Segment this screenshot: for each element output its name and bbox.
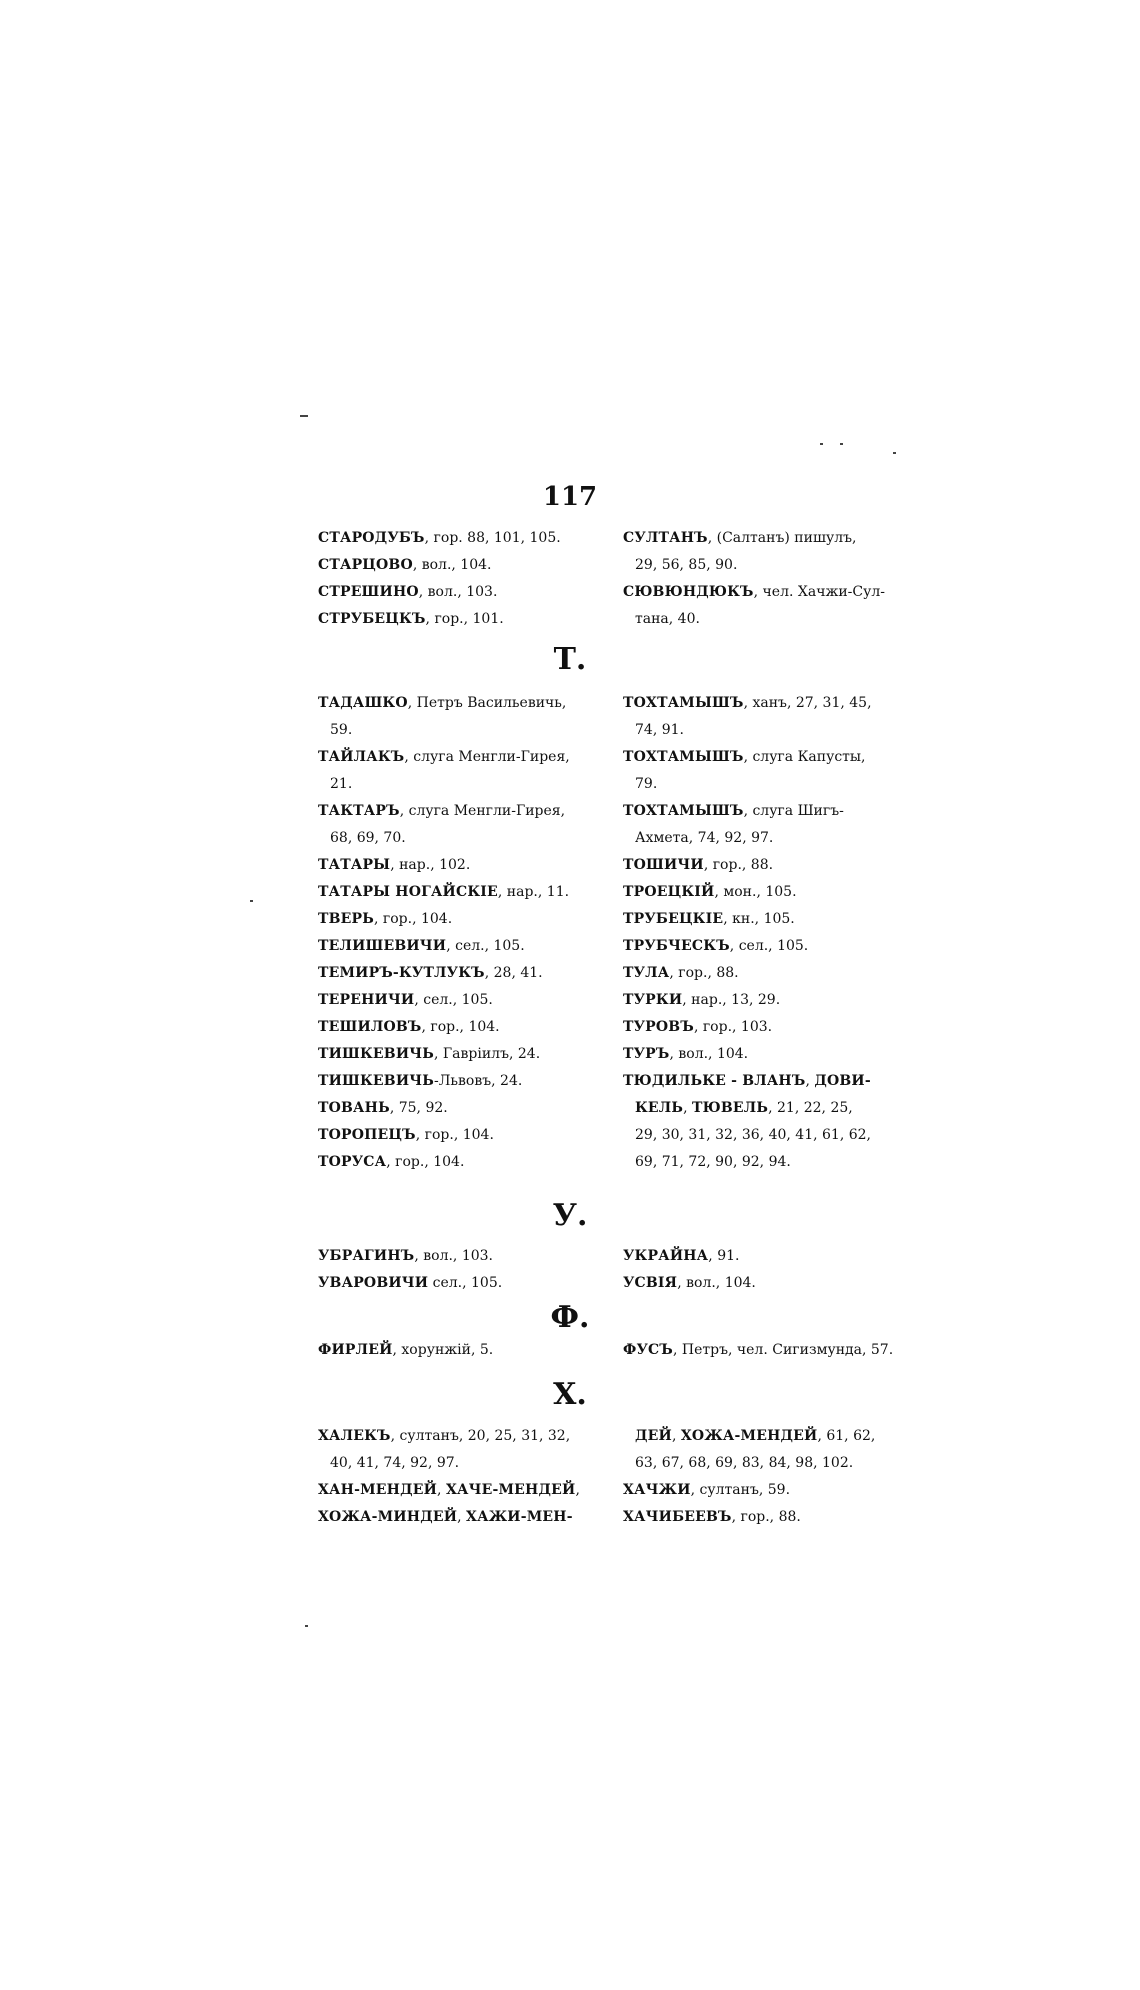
index-entry: ТЮДИЛЬКЕ - ВЛАНЪ, ДОВИ- (623, 1073, 871, 1089)
section-letter-f: Ф. (550, 1300, 590, 1335)
index-entry: СЮВЮНДЮКЪ, чел. Хачжи-Сул- (623, 584, 885, 600)
index-entry: ХАН-МЕНДЕЙ, ХАЧЕ-МЕНДЕЙ, (318, 1482, 580, 1498)
right-column (613, 690, 908, 1176)
index-entry-continuation: КЕЛЬ, ТЮВЕЛЬ, 21, 22, 25, (635, 1100, 853, 1116)
index-entry: УСВІЯ, вол., 104. (623, 1275, 756, 1291)
left-column (318, 1243, 613, 1297)
index-entry-continuation: 63, 67, 68, 69, 83, 84, 98, 102. (635, 1455, 854, 1471)
index-entry: УВАРОВИЧИ сел., 105. (318, 1275, 503, 1291)
index-entry: ТАТАРЫ НОГАЙСКІЕ, нар., 11. (318, 884, 570, 900)
index-entry: ТВЕРЬ, гор., 104. (318, 911, 453, 927)
index-entry: ТОХТАМЫШЪ, слуга Шигъ- (623, 803, 844, 819)
section-u (318, 1243, 908, 1297)
index-entry: ТРУБЕЦКІЕ, кн., 105. (623, 911, 795, 927)
index-entry: ТИШКЕВИЧЬ, Гавріилъ, 24. (318, 1046, 541, 1062)
index-entry: ТУРКИ, нар., 13, 29. (623, 992, 781, 1008)
index-entry-continuation: 21. (330, 776, 353, 792)
index-entry: ХАЛЕКЪ, султанъ, 20, 25, 31, 32, (318, 1428, 571, 1444)
right-column (613, 1243, 908, 1297)
section-t (318, 690, 908, 1176)
left-column (318, 525, 613, 633)
index-entry: ТАТАРЫ, нар., 102. (318, 857, 471, 873)
section-letter-t: Т. (553, 642, 587, 677)
index-entry: СУЛТАНЪ, (Салтанъ) пишулъ, (623, 530, 857, 546)
index-entry: ТОШИЧИ, гор., 88. (623, 857, 774, 873)
index-entry-continuation: 29, 30, 31, 32, 36, 40, 41, 61, 62, (635, 1127, 871, 1143)
index-entry: ТАКТАРЪ, слуга Менгли-Гирея, (318, 803, 566, 819)
index-entry: СТАРОДУБЪ, гор. 88, 101, 105. (318, 530, 561, 546)
index-entry-continuation: 69, 71, 72, 90, 92, 94. (635, 1154, 791, 1170)
section-f (318, 1337, 908, 1364)
index-entry: ТРУБЧЕСКЪ, сел., 105. (623, 938, 809, 954)
index-entry: СТРЕШИНО, вол., 103. (318, 584, 498, 600)
index-entry-continuation: тана, 40. (635, 611, 700, 627)
index-entry: ТОХТАМЫШЪ, ханъ, 27, 31, 45, (623, 695, 872, 711)
index-entry-continuation: 74, 91. (635, 722, 684, 738)
index-entry-continuation: 79. (635, 776, 658, 792)
index-entry: ТИШКЕВИЧЬ-Львовъ, 24. (318, 1073, 523, 1089)
index-entry: ХОЖА-МИНДЕЙ, ХАЖИ-МЕН- (318, 1509, 573, 1525)
section-letter-kh: Х. (553, 1377, 587, 1412)
index-entry: ТОХТАМЫШЪ, слуга Капусты, (623, 749, 866, 765)
section-s-continued (318, 525, 908, 633)
index-entry: ТУРЪ, вол., 104. (623, 1046, 749, 1062)
index-entry-continuation: Ахмета, 74, 92, 97. (635, 830, 774, 846)
index-entry: ТОРОПЕЦЪ, гор., 104. (318, 1127, 494, 1143)
index-entry: ТАДАШКО, Петръ Васильевичь, (318, 695, 567, 711)
index-entry: ТЕШИЛОВЪ, гор., 104. (318, 1019, 500, 1035)
index-entry: ТРОЕЦКІЙ, мон., 105. (623, 884, 797, 900)
index-entry: УБРАГИНЪ, вол., 103. (318, 1248, 494, 1264)
right-column (613, 525, 908, 633)
index-entry: ТОРУСА, гор., 104. (318, 1154, 465, 1170)
index-entry: ТУРОВЪ, гор., 103. (623, 1019, 773, 1035)
index-entry: ФУСЪ, Петръ, чел. Сигизмунда, 57. (623, 1342, 894, 1358)
index-entry: ТАЙЛАКЪ, слуга Менгли-Гирея, (318, 749, 570, 765)
right-column (613, 1337, 908, 1364)
index-entry-continuation: 68, 69, 70. (330, 830, 406, 846)
index-entry-continuation: 59. (330, 722, 353, 738)
index-entry: ТОВАНЬ, 75, 92. (318, 1100, 448, 1116)
right-column (613, 1423, 908, 1531)
index-entry: ФИРЛЕЙ, хорунжій, 5. (318, 1342, 494, 1358)
index-entry-continuation: ДЕЙ, ХОЖА-МЕНДЕЙ, 61, 62, (635, 1428, 876, 1444)
index-entry: ТЕМИРЪ-КУТЛУКЪ, 28, 41. (318, 965, 543, 981)
index-entry: СТРУБЕЦКЪ, гор., 101. (318, 611, 504, 627)
left-column (318, 1337, 613, 1364)
index-entry-continuation: 40, 41, 74, 92, 97. (330, 1455, 460, 1471)
index-entry: СТАРЦОВО, вол., 104. (318, 557, 492, 573)
index-entry: ТУЛА, гор., 88. (623, 965, 739, 981)
index-entry: УКРАЙНА, 91. (623, 1248, 740, 1264)
index-entry: ТЕЛИШЕВИЧИ, сел., 105. (318, 938, 525, 954)
section-letter-u: У. (552, 1198, 588, 1233)
index-entry: ХАЧЖИ, султанъ, 59. (623, 1482, 791, 1498)
left-column (318, 1423, 613, 1531)
index-entry-continuation: 29, 56, 85, 90. (635, 557, 738, 573)
index-entry: ХАЧИБЕЕВЪ, гор., 88. (623, 1509, 801, 1525)
section-kh (318, 1423, 908, 1531)
index-entry: ТЕРЕНИЧИ, сел., 105. (318, 992, 493, 1008)
page-number: 117 (542, 482, 598, 512)
left-column (318, 690, 613, 1176)
